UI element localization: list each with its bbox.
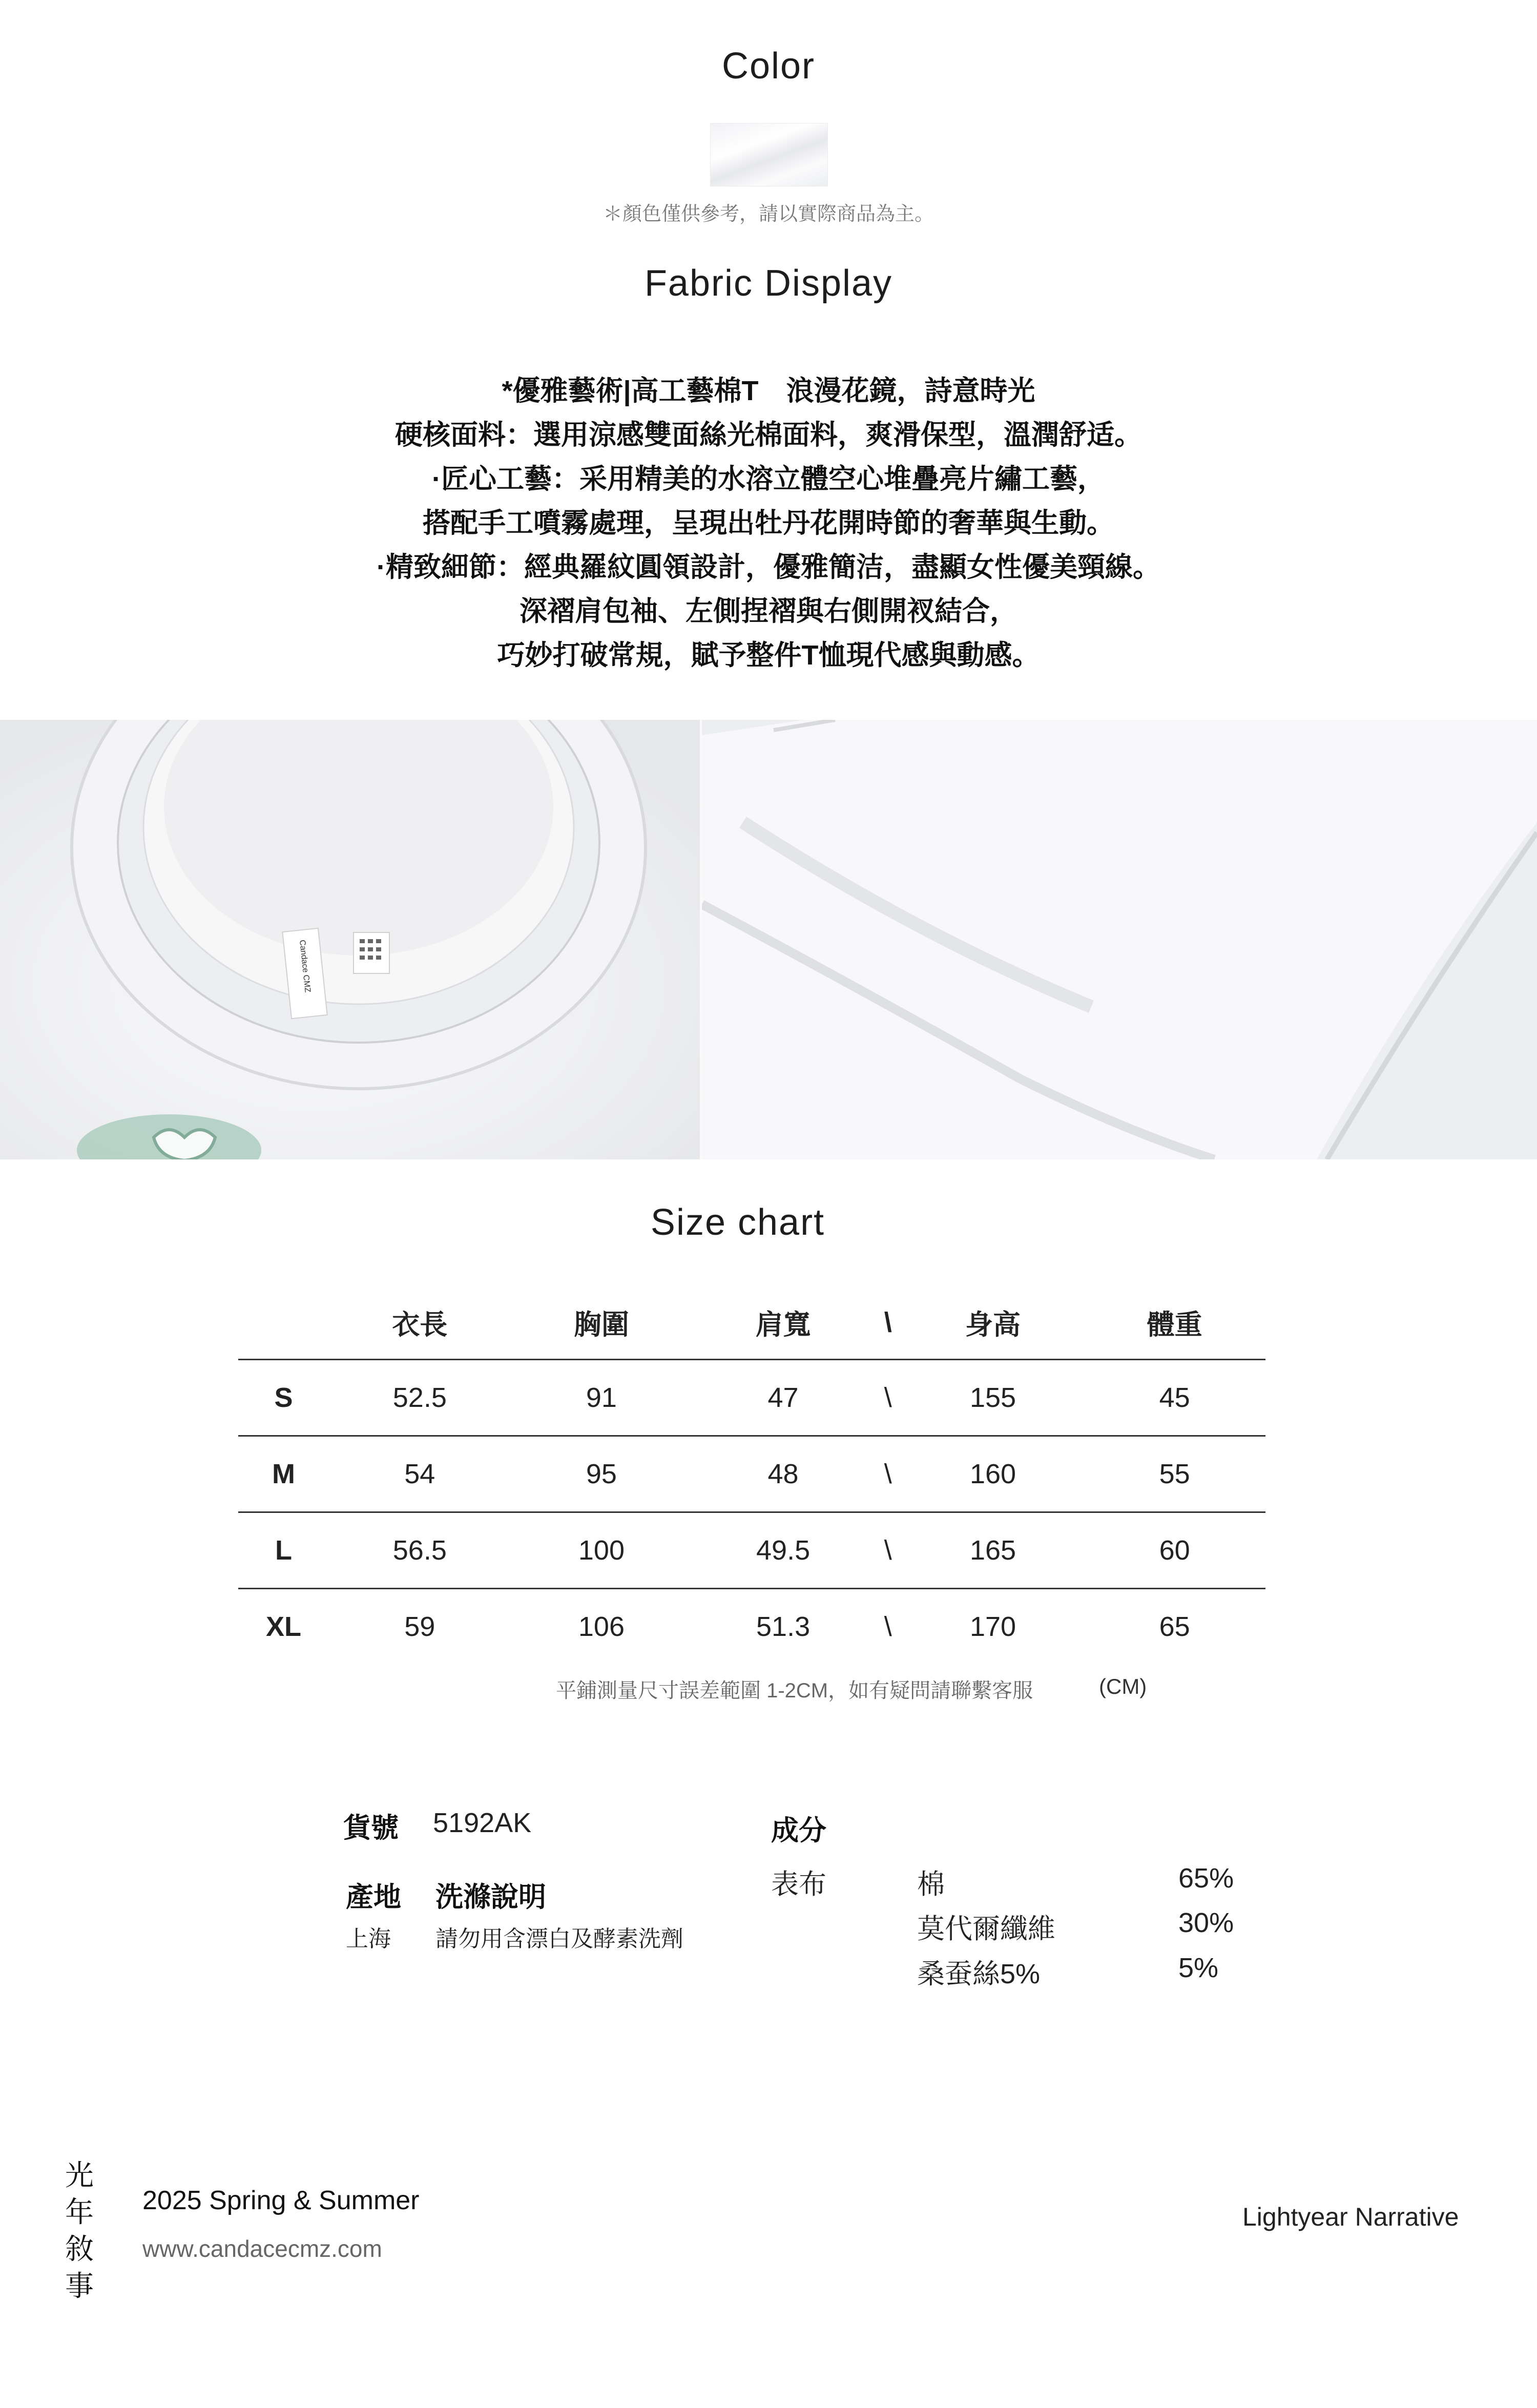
weight-cell: 65 <box>1084 1589 1265 1665</box>
fabric-line: 硬核面料：選用涼感雙面絲光棉面料，爽滑保型，溫潤舒适。 <box>395 420 1142 450</box>
header-cell: 身高 <box>965 1309 1021 1340</box>
collar-detail-photo <box>0 720 700 1159</box>
color-swatch-white[interactable] <box>710 123 828 186</box>
item-no-label: 貨號 <box>343 1813 399 1843</box>
length-cell: 54 <box>329 1436 511 1512</box>
table-row <box>238 1512 1265 1589</box>
material-name: 棉 <box>917 1869 945 1900</box>
bust-cell: 106 <box>511 1589 693 1665</box>
measurement-note: 平鋪測量尺寸誤差範圍 1-2CM，如有疑問請聯繫客服 <box>556 1679 1033 1702</box>
shoulder-cell: 47 <box>692 1360 874 1436</box>
composition-label: 成分 <box>771 1815 826 1846</box>
brand-char: 光 <box>65 2159 94 2191</box>
fabric-line: 巧妙打破常規，賦予整件T恤現代感與動感。 <box>497 640 1040 671</box>
separator-cell: \ <box>874 1360 902 1436</box>
height-cell: 165 <box>902 1512 1084 1589</box>
fabric-line: ·精致細節：經典羅紋圓領設計，優雅簡洁，盡顯女性優美頸線。 <box>377 552 1160 583</box>
wash-label: 洗滌說明 <box>435 1882 546 1913</box>
material-name: 桑蚕絲5% <box>917 1959 1041 1989</box>
size-table-header <box>238 1286 1265 1360</box>
wash-value: 請勿用含漂白及酵素洗劑 <box>435 1926 683 1952</box>
size-label: M <box>238 1436 329 1512</box>
size-label: S <box>238 1360 329 1436</box>
material-name: 莫代爾纖維 <box>917 1914 1055 1944</box>
header-cell <box>238 1286 329 1360</box>
item-no-value: 5192AK <box>433 1808 532 1838</box>
website-link[interactable]: www.candacecmz.com <box>142 2235 382 2262</box>
material-pct: 30% <box>1178 1907 1234 1938</box>
shoulder-cell: 51.3 <box>692 1589 874 1665</box>
fabric-line: 深褶肩包袖、左側捏褶與右側開衩結合， <box>520 596 1017 627</box>
shoulder-pleat-photo <box>702 720 1537 1159</box>
material-pct: 65% <box>1178 1863 1234 1894</box>
separator-cell: \ <box>874 1589 902 1665</box>
header-cell: 衣長 <box>392 1309 448 1340</box>
origin-label: 產地 <box>346 1882 401 1913</box>
header-cell: 胸圍 <box>573 1309 629 1340</box>
bust-cell: 91 <box>511 1360 693 1436</box>
brand-char: 事 <box>65 2270 94 2302</box>
color-title: Color <box>721 46 816 87</box>
size-chart-title: Size chart <box>650 1202 825 1243</box>
header-cell: \ <box>884 1307 892 1338</box>
brand-char: 敘 <box>65 2233 94 2265</box>
weight-cell: 60 <box>1084 1512 1265 1589</box>
header-cell: 肩寬 <box>755 1309 811 1340</box>
length-cell: 56.5 <box>329 1512 511 1589</box>
shoulder-cell: 48 <box>692 1436 874 1512</box>
fabric-description <box>0 369 1537 677</box>
unit-label: (CM) <box>1099 1674 1147 1698</box>
fabric-label: 表布 <box>771 1869 826 1900</box>
material-pct: 5% <box>1178 1953 1219 1983</box>
fabric-title: Fabric Display <box>644 263 893 304</box>
separator-cell: \ <box>874 1512 902 1589</box>
table-row <box>238 1436 1265 1512</box>
sleeve-illustration <box>702 720 1537 1159</box>
header-cell: 體重 <box>1147 1309 1202 1340</box>
brand-char: 年 <box>65 2196 94 2228</box>
tagline: Lightyear Narrative <box>1242 2203 1459 2231</box>
fabric-line: 搭配手工噴霧處理，呈現出牡丹花開時節的奢華與生動。 <box>423 508 1114 538</box>
fabric-line: *優雅藝術|高工藝棉T 浪漫花鏡，詩意時光 <box>502 376 1035 406</box>
origin-value: 上海 <box>346 1926 391 1952</box>
height-cell: 160 <box>902 1436 1084 1512</box>
fabric-line: ·匠心工藝：采用精美的水溶立體空心堆疊亮片繡工藝， <box>432 464 1105 494</box>
table-row <box>238 1360 1265 1436</box>
shoulder-cell: 49.5 <box>692 1512 874 1589</box>
tag-brand-text: Candace CMZ <box>298 939 312 993</box>
height-cell: 155 <box>902 1360 1084 1436</box>
length-cell: 59 <box>329 1589 511 1665</box>
length-cell: 52.5 <box>329 1360 511 1436</box>
height-cell: 170 <box>902 1589 1084 1665</box>
size-label: L <box>238 1512 329 1589</box>
weight-cell: 55 <box>1084 1436 1265 1512</box>
weight-cell: 45 <box>1084 1360 1265 1436</box>
table-row <box>238 1589 1265 1665</box>
size-table <box>238 1286 1265 1664</box>
color-disclaimer: ＊顏色僅供參考，請以實際商品為主。 <box>603 203 934 225</box>
collar-illustration <box>0 720 700 1159</box>
separator-cell: \ <box>874 1436 902 1512</box>
vertical-brand-mark <box>61 2157 97 2305</box>
season-label: 2025 Spring & Summer <box>142 2186 420 2215</box>
size-label: XL <box>238 1589 329 1665</box>
bust-cell: 100 <box>511 1512 693 1589</box>
bust-cell: 95 <box>511 1436 693 1512</box>
